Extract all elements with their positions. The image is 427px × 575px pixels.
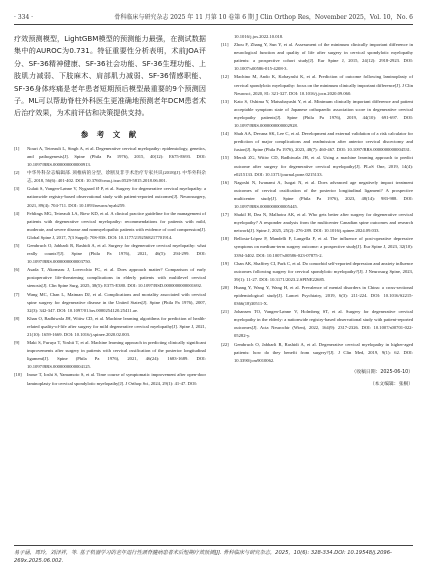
reference-text: Khan O, Badhiwala JH, Witiw CD, et al. Machine learning algorithms for prediction of health-related quality-of-life after surgery for mild degenerative cervical myelopathy[J]. Spine J, 2021, 21(10): 1659-1669. DOI: 10.1016/j.spinee.2020.02.003.	[27, 315, 206, 337]
reference-text: Shakil H, Dea N, Malhotra AK, et al. Who gets better after surgery for degenerative cervical myelopathy? A responder analysis from the multicenter Canadian spine outcomes and research network[J]. Spine J, 2025, 25(2): 276-289. DOI: 10.1016/j.spinee.2024.09.033.	[234, 212, 413, 234]
reference-item	[221, 179, 413, 211]
editor-note: （本文编辑：张桐）	[369, 381, 413, 387]
citation-footer: 易子涵，周玲，刘泽祥，等. 基于机器学习的老年退行性颈脊髓病患者术后短期疗效预测[J]. 骨科临床与研究杂志，2025，10(6): 328-334.DOI: 10.19548/j.2096-269x.2025.06.002.	[14, 545, 413, 565]
reference-number: [12]	[221, 74, 229, 80]
reference-number: [6]	[14, 267, 20, 273]
right-column	[221, 33, 413, 389]
reference-item	[221, 41, 413, 73]
reference-text: Kato S, Oshima Y, Matsubayashi Y, et al. Minimum clinically important difference and patient acceptable symptom state of Japanese orthopaedic association score in degenerative cervical myelopathy patients[J]. Spine (Phila Pa 1976), 2019, 44(10): 691-697. DOI: 10.1097/BRS.0000000000002928.	[234, 98, 413, 129]
reference-item	[14, 169, 206, 185]
reference-text: Merali ZG, Witiw CD, Badhiwala JH, et al. Using a machine learning approach to predict outcome after surgery for degenerative cervical myelopathy[J]. PLoS One, 2019, 14(4): e0215133. DOI: 10.1371/journal.pone.0215133.	[234, 155, 413, 177]
reference-number: [10]	[14, 372, 22, 378]
received-date: （收稿日期：2025-06-10）	[351, 369, 413, 375]
reference-text: Inoue T, Ioshi S, Yamamoto S, et al. Time course of symptomatic improvement after open-door laminoplasty for cervical spondylotic myelopathy[J]. J Orthop Sci, 2024, 29(1): 41-47. DOI:	[27, 372, 206, 386]
reference-text: Zhou F, Zhang Y, Sun Y, et al. Assessment of the minimum clinically important difference in neurological function and quality of life after surgery in cervical spondylotic myelopathy patients: a prospective cohort study[J]. Eur Spine J, 2015, 24(12): 2918-2923. DOI: 10.1007/s00586-015-4208-3.	[234, 42, 413, 72]
reference-list-right	[221, 41, 413, 365]
reference-item	[14, 242, 206, 266]
reference-text: Maki S, Furuya T, Yoshii T, et al. Machine learning approach in predicting clinically significant improvements after surgery in patients with cervical ossification of the posterior longitudinal ligament[J]. Spine (Phila Pa 1976), 2021, 46(24): 1683-1689. DOI: 10.1097/BRS.0000000000004125.	[27, 340, 206, 370]
reference-number: [20]	[221, 284, 229, 290]
reference-text: Fehlings MG, Tetreault LA, Riew KD, et al. A clinical practice guideline for the management of patients with degenerative cervical myelopathy: recommendations for patients with mild, moderate, and severe disease and nonmyelopathic patients with evidence of cord compression[J]. Global Spine J, 2017, 7(3 Suppl): 70S-83S. DOI: 10.1177/2192568217701914.	[27, 210, 206, 240]
reference-list-left	[14, 145, 206, 388]
reference-item	[14, 291, 206, 315]
running-header	[14, 12, 413, 25]
reference-item	[14, 315, 206, 339]
reference-item	[14, 339, 206, 371]
references-heading: 参 考 文 献	[80, 129, 140, 139]
reference-text: Asada T, Akomaru J, Lovecchio FC, et al. Does approach matter? Comparison of early postoperative life-threatening complications in elderly patients with multilevel cervical stenosis[J]. Clin Spine Surg, 2025, 38(5): E375-E380. DOI: 10.1097/BSD.0000000000001692.	[27, 267, 206, 289]
reference-text: Huang Y, Wang Y, Wang H, et al. Prevalence of mental disorders in China: a cross-sectional epidemiological study[J]. Lancet Psychiatry, 2019, 6(3): 211-224. DOI: 10.1016/S2215-0366(18)30511-X.	[234, 284, 413, 307]
reference-item	[221, 73, 413, 97]
reference-item	[221, 154, 413, 178]
reference-text: Machino M, Ando K, Kobayashi K, et al. Prediction of outcome following laminoplasty of cervical spondylotic myelopathy: focus on the minimum clinically important difference[J]. J Clin Neurosci, 2020, 81: 321-327. DOI: 10.1016/j.jocn.2020.09.060.	[234, 74, 413, 96]
reference-text: Gulati S, Vangen-Lønne V, Nygaard Ø P, et al. Surgery for degenerative cervical myelopathy: a nationwide registry-based observational study with patient-reported outcomes[J]. Neurosurgery, 2021, 89(4): 704-711. DOI: 10.1093/neuros/nyab259.	[27, 186, 206, 208]
reference-text: Wang MC, Chan L, Maiman DJ, et al. Complications and mortality associated with cervical spine surgery for degenerative disease in the United States[J]. Spine (Phila Pa 1976), 2007, 32(3): 342-347. DOI: 10.1097/01.brs.0000254120.25411.ae.	[27, 291, 206, 313]
reference-number: [9]	[14, 340, 20, 346]
reference-item	[221, 211, 413, 235]
reference-item	[221, 98, 413, 130]
reference-text: Shah AA, Devana SK, Lee C, et al. Development and external validation of a risk calculator for prediction of major complications and readmission after anterior cervical discectomy and fusion[J]. Spine (Phila Pa 1976), 2023, 48(7): 460-467. DOI: 10.1097/BRS.0000000000004531.	[234, 131, 413, 153]
reference-number: [5]	[14, 242, 20, 248]
reference-item	[14, 185, 206, 209]
reference-number: [14]	[221, 131, 229, 137]
reference-number: [1]	[14, 145, 20, 151]
reference-number: [17]	[221, 212, 229, 218]
reference-number: [2]	[14, 170, 20, 176]
reference-number: [22]	[221, 341, 229, 347]
reference-number: [19]	[221, 260, 229, 266]
reference-number: [3]	[14, 186, 20, 192]
reference-number: [15]	[221, 155, 229, 161]
reference-item	[221, 284, 413, 308]
reference-item	[221, 308, 413, 340]
reference-text: Chan AK, Shaffrey CI, Park C, et al. Do comorbid self-reported depression and anxiety influence outcomes following surgery for cervical spondylotic myelopathy?[J]. J Neurosurg Spine, 2023, 39(1): 11-27. DOI: 10.3171/2023.2.SPINE22685.	[234, 260, 413, 282]
reference-item	[221, 130, 413, 154]
reference-text: 中华外科杂志编辑部. 颈椎病的分型、诊断及非手术治疗专家共识(2018)[J]. 中华外科杂志, 2018, 56(6): 401-402. DOI: 10.3760/cma.j.issn.0529-5815.2018.06.001.	[27, 170, 206, 184]
reference-item	[14, 266, 206, 290]
reference-number: [4]	[14, 210, 20, 216]
reference-item	[14, 210, 206, 242]
reference-item	[14, 371, 206, 387]
left-column	[14, 33, 206, 388]
page-number: · 334 ·	[14, 14, 34, 21]
reference-number: [16]	[221, 179, 229, 185]
reference-continuation: 10.1016/j.jos.2022.10.018.	[234, 34, 284, 39]
reference-number: [7]	[14, 291, 20, 297]
reference-number: [13]	[221, 98, 229, 104]
reference-number: [8]	[14, 315, 20, 321]
abstract-text: 疗效预测模型，LightGBM模型的预测能力最强，在测试数据集中的AUROC为0.731。特征重要性分析表明，术前JOA评分、SF-36精神健康、SF-36社会功能、SF-36生理功能、上肢肌力减弱、下肢麻木、肩部肌力减弱、SF-36情感职能、SF-36身体疼痛是老年患者短期预后模型最重要的9个预测因子。ML可以帮助脊柱外科医生更准确地预测老年DCM患者术后治疗效果，为术前评估和决策提供支持。	[14, 34, 206, 118]
reference-text: Gembruch O, Jabbarli R, Rashidi A, et al. Degenerative cervical myelopathy in higher-aged patients: how do they benefit from surgery?[J]. J Clin Med, 2019, 9(1): 62. DOI: 10.3390/jcm9010062.	[234, 341, 413, 363]
journal-info: 骨科临床与研究杂志 2025 年 11 月第 10 卷第 6 期 J Clin Orthop Res，November 2025，Vol. 10，No. 6	[114, 14, 413, 21]
reference-text: Gembruch O, Jabbarli R, Rashidi A, et al. Surgery for degenerative cervical myelopathy: what really counts?[J]. Spine (Phila Pa 1976), 2021, 46(5): 294-299. DOI: 10.1097/BRS.0000000000003750.	[27, 242, 206, 265]
reference-number: [11]	[221, 42, 229, 48]
reference-item	[221, 341, 413, 365]
reference-text: Nagoshi N, Iwanami A, Isogai N, et al. Does advanced age negatively impact treatment outcomes of cervical ossification of the posterior longitudinal ligament? A prospective multicenter study[J]. Spine (Phila Pa 1976), 2023, 48(14): 983-988. DOI: 10.1097/BRS.0000000000005445.	[234, 179, 413, 209]
reference-item	[221, 260, 413, 284]
reference-text: Nouri A, Tetreault L, Singh A, et al. Degenerative cervical myelopathy: epidemiology, genetics, and pathogenesis[J]. Spine (Phila Pa 1976), 2015, 40(12): E675-E693. DOI: 10.1097/BRS.0000000000000913.	[27, 145, 206, 168]
reference-number: [21]	[221, 309, 229, 315]
reference-number: [18]	[221, 236, 229, 242]
reference-text: Johansen TO, Vangen-Lønne V, Holmberg ST, et al. Surgery for degenerative cervical myelopathy in the elderly: a nationwide registry-based observational study with patient-reported outcomes[J]. Acta Neurochir (Wien), 2022, 164(9): 2317-2326. DOI: 10.1007/s00701-022-05282-y.	[234, 309, 413, 339]
reference-text: Bellosta-López P, Mandelli F, Langella F, et al. The influence of post-operative depressive symptoms on medium-term surgery outcome: a prospective study[J]. Eur Spine J, 2023, 32(10): 3394-3402. DOI: 10.1007/s00586-023-07875-2.	[234, 236, 413, 258]
reference-item	[221, 235, 413, 259]
reference-item	[14, 145, 206, 169]
